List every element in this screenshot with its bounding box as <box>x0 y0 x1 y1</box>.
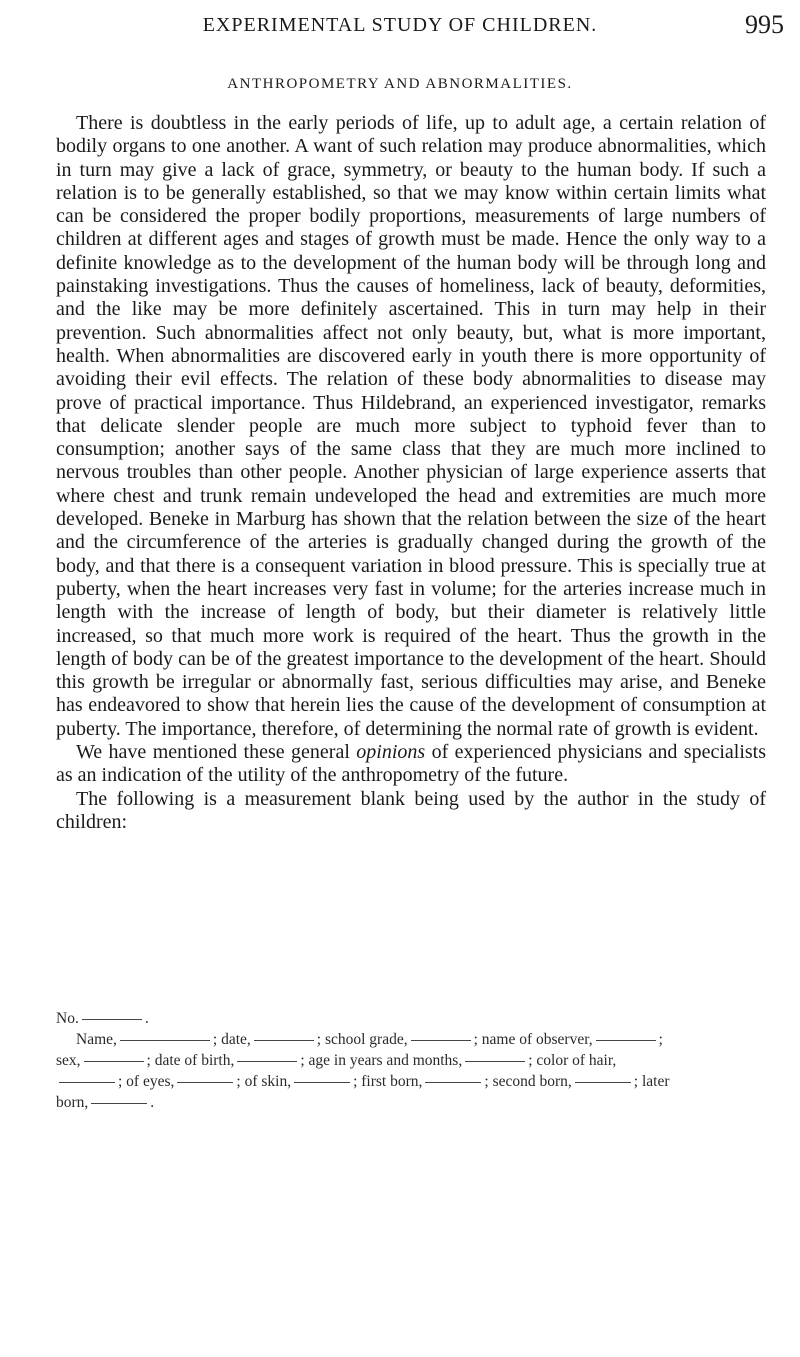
paragraph-1: There is doubtless in the early periods of life, up to adult age, a certain relation of bodily organs to one another. A want of such relation may produce abnormalities, which in turn may give a lack of grace, symmetry, or beauty to the human body. If such a relation is to be generally established, so that we may know within certain limits what can be considered the proper bodily proportions, measurements of large numbers of children at different ages and stages of growth must be made. Hence the only way to a definite knowledge as to the development of the human body will be through long and painstaking investigations. Thus the causes of homeliness, lack of beauty, deformities, and the like may be more definitely ascertained. This in turn may help in their prevention. Such abnormalities affect not only beauty, but, what is more important, health. When abnormalities are discovered early in youth there is more opportunity of avoiding their evil effects. The relation of these body abnormalities to disease may prove of practical importance. Thus Hildebrand, an experienced investigator, remarks that delicate slender people are much more subject to typhoid fever than to consumption; another says of the same class that they are much more inclined to nervous troubles than other people. Another physician of large experience asserts that where chest and trunk remain undeveloped the head and extremities are much more developed. Beneke in Marburg has shown that the relation between the size of the heart and the circumference of the arteries is gradually changed during the growth of the body, and that there is a consequent variation in blood pressure. This is specially true at puberty, when the heart increases very fast in volume; for the arteries increase much in length with the increase of length of body, but their diameter is relatively little increased, so that much more work is required of the heart. Thus the growth in the length of body can be of the greatest importance to the development of the heart. Should this growth be irregular or abnormally fast, serious difficulties may arise, and Beneke has endeavored to show that herein lies the cause of the development of consumption at puberty. The importance, therefore, of determining the normal rate of growth is evident. <box>56 112 766 740</box>
form-observer-label: ; name of observer, <box>473 1031 593 1048</box>
form-born-label: born, <box>56 1094 89 1111</box>
form-line-3 <box>56 1050 768 1071</box>
form-school-grade-blank <box>411 1040 471 1041</box>
paragraph-2-italic: opinions <box>356 741 426 764</box>
form-hair-blank <box>59 1082 115 1083</box>
paragraph-3: The following is a measurement blank being used by the author in the study of children: <box>56 787 766 833</box>
form-no-label: No. <box>56 1010 79 1027</box>
form-date-label: ; date, <box>212 1031 251 1048</box>
running-title: EXPERIMENTAL STUDY OF CHILDREN. <box>202 14 598 36</box>
form-second-born-label: ; second born, <box>484 1073 572 1090</box>
form-line-4 <box>56 1071 768 1092</box>
form-skin-label: ; of skin, <box>236 1073 292 1090</box>
running-head <box>0 10 800 44</box>
form-dob-blank <box>237 1061 297 1062</box>
paragraph-2-start: We have mentioned these general <box>76 741 357 764</box>
form-sex-blank <box>84 1061 144 1062</box>
form-dob-label: ; date of birth, <box>146 1052 235 1069</box>
form-line-5: born, . <box>56 1094 155 1111</box>
body-text <box>56 112 766 834</box>
paragraph-2 <box>56 741 766 788</box>
form-date-blank <box>254 1040 314 1041</box>
form-hair-label: ; color of hair, <box>528 1052 617 1069</box>
form-sex-label: sex, <box>56 1052 81 1069</box>
form-no-blank <box>82 1019 142 1020</box>
form-eyes-blank <box>177 1082 233 1083</box>
form-name-blank <box>120 1040 210 1041</box>
page-number: 995 <box>745 10 784 39</box>
form-age-label: ; age in years and months, <box>300 1052 463 1069</box>
form-second-born-blank <box>575 1082 631 1083</box>
form-age-blank <box>465 1061 525 1062</box>
form-school-grade-label: ; school grade, <box>316 1031 408 1048</box>
form-eyes-label: ; of eyes, <box>118 1073 175 1090</box>
form-first-born-label: ; first born, <box>353 1073 423 1090</box>
form-line-2: Name, ; date, ; school grade, ; name of observer, ; <box>76 1031 663 1048</box>
form-observer-blank <box>596 1040 656 1041</box>
form-line-1: No. . <box>56 1010 149 1027</box>
section-heading: ANTHROPOMETRY AND ABNORMALITIES. <box>227 76 573 92</box>
form-later-born-label: ; later <box>633 1073 670 1090</box>
form-later-born-blank <box>91 1103 147 1104</box>
form-first-born-blank <box>425 1082 481 1083</box>
measurement-blank <box>56 1008 768 1113</box>
form-name-label: Name, <box>76 1031 117 1048</box>
paragraph-2-end: of experienced physicians and specialists as an indication of the utility of the anthropometry of the future. <box>56 741 766 787</box>
form-skin-blank <box>294 1082 350 1083</box>
